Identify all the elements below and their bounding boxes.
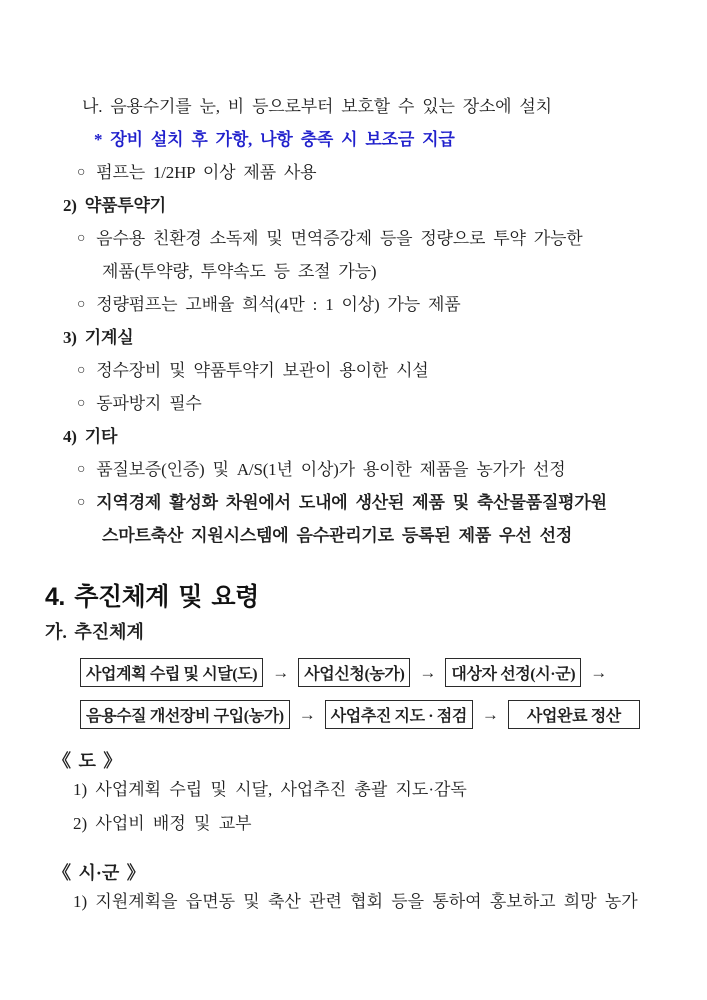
flow-row-1 — [80, 658, 663, 687]
bullet-sec4-2 — [77, 486, 663, 519]
subheading-ga: 가. 추진체계 — [45, 622, 144, 642]
bullet-text: 동파방지 필수 — [96, 394, 202, 413]
bullet-pump — [77, 156, 663, 189]
flow-box-inspect: 사업추진 지도 · 점검 — [325, 700, 473, 729]
do-item-1: 1) 사업계획 수립 및 시달, 사업추진 총괄 지도·감독 — [73, 780, 467, 799]
arrow-right-icon: → — [298, 704, 316, 724]
bullet-text: 음수용 친환경 소독제 및 면역증강제 등을 정량으로 투약 가능한 — [96, 229, 583, 248]
circle-bullet-icon: ○ — [77, 396, 86, 411]
section-2-title: 2) 약품투약기 — [63, 196, 166, 215]
flow-box-plan: 사업계획 수립 및 시달(도) — [80, 658, 263, 687]
arrow-right-icon: → — [272, 662, 290, 682]
bullet-sec3-1 — [77, 354, 663, 387]
circle-bullet-icon: ○ — [77, 297, 86, 312]
bullet-text: 지역경제 활성화 차원에서 도내에 생산된 제품 및 축산물품질평가원 — [96, 493, 607, 512]
section-4-title: 4) 기타 — [63, 427, 118, 446]
bullet-text: 정수장비 및 약품투약기 보관이 용이한 시설 — [96, 361, 429, 380]
process-flow-chart — [80, 658, 663, 729]
arrow-right-icon: → — [481, 704, 499, 724]
arrow-right-icon: → — [419, 662, 437, 682]
document-content — [45, 90, 663, 919]
bullet-text: 펌프는 1/2HP 이상 제품 사용 — [96, 163, 317, 182]
circle-bullet-icon: ○ — [77, 462, 86, 477]
bullet-sec2-1 — [77, 222, 663, 255]
heading-4: 4. 추진체계 및 요령 — [45, 583, 259, 611]
circle-bullet-icon: ○ — [77, 165, 86, 180]
circle-bullet-icon: ○ — [77, 363, 86, 378]
bullet-sec2-2 — [77, 288, 663, 321]
flow-box-purchase: 음용수질 개선장비 구입(농가) — [80, 700, 290, 729]
blue-note-line: * 장비 설치 후 가항, 나항 충족 시 보조금 지급 — [94, 130, 455, 149]
bullet-text: 정량펌프는 고배율 희석(4만 : 1 이상) 가능 제품 — [96, 295, 461, 314]
flow-box-apply: 사업신청(농가) — [298, 658, 410, 687]
sigun-item-1: 1) 지원계획을 읍면동 및 축산 관련 협회 등을 통하여 홍보하고 희망 농가 — [73, 892, 638, 911]
flow-box-select: 대상자 선정(시·군) — [445, 658, 581, 687]
circle-bullet-icon: ○ — [77, 231, 86, 246]
do-block-header: 《 도 》 — [53, 751, 122, 771]
flow-box-settle: 사업완료 정산 — [508, 700, 640, 729]
do-item-2: 2) 사업비 배정 및 교부 — [73, 814, 252, 833]
circle-bullet-icon: ○ — [77, 495, 86, 510]
bullet-sec3-2 — [77, 387, 663, 420]
bullet-sec4-1 — [77, 453, 663, 486]
item-na-line: 나. 음용수기를 눈, 비 등으로부터 보호할 수 있는 장소에 설치 — [82, 97, 552, 116]
section-3-title: 3) 기계실 — [63, 328, 134, 347]
bullet-text: 품질보증(인증) 및 A/S(1년 이상)가 용이한 제품을 농가가 선정 — [96, 460, 566, 479]
sigun-block-header: 《 시·군 》 — [53, 863, 145, 883]
bullet-sec2-1-continuation: 제품(투약량, 투약속도 등 조절 가능) — [102, 262, 377, 281]
flow-row-2 — [80, 700, 663, 729]
bullet-sec4-2-continuation: 스마트축산 지원시스템에 음수관리기로 등록된 제품 우선 선정 — [102, 526, 573, 545]
arrow-right-icon: → — [590, 662, 608, 682]
